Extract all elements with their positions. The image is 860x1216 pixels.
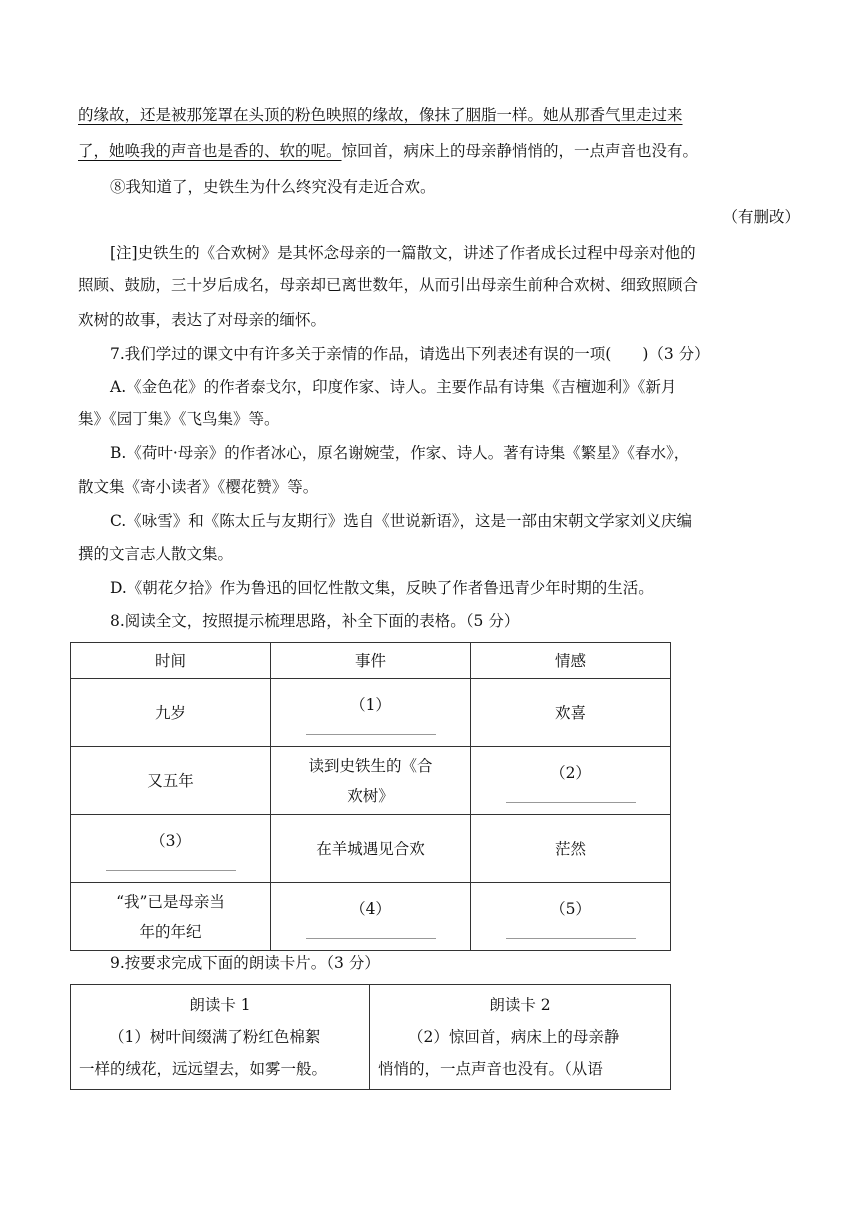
cell-blank-2[interactable]: （2） <box>471 747 671 815</box>
q7-stem: 7.我们学过的课文中有许多关于亲情的作品，请选出下列表述有误的一项( )（3 分） <box>110 345 710 363</box>
header-time: 时间 <box>71 643 271 679</box>
table-header-row <box>71 643 671 679</box>
card2-line1: （2）惊回首，病床上的母亲静 <box>408 1028 620 1046</box>
answer-line <box>106 862 236 871</box>
header-emotion: 情感 <box>471 643 671 679</box>
header-event: 事件 <box>271 643 471 679</box>
q7-option-b-2: 散文集《寄小读者》《樱花赞》等。 <box>78 478 319 496</box>
cell-emotion: 欢喜 <box>471 679 671 747</box>
cell-blank-4[interactable]: （4） <box>271 883 471 951</box>
cell-event: 读到史铁生的《合 欢树》 <box>271 747 471 815</box>
table-row <box>71 883 671 951</box>
source-note: （有删改） <box>722 208 800 226</box>
q8-stem: 8.阅读全文，按照提示梳理思路，补全下面的表格。（5 分） <box>110 612 520 630</box>
q7-option-a-1: A.《金色花》的作者泰戈尔，印度作家、诗人。主要作品有诗集《吉檀迦利》《新月 <box>110 378 677 396</box>
q7-option-a-2: 集》《园丁集》《飞鸟集》等。 <box>78 410 280 428</box>
cards-row <box>71 985 671 1090</box>
card1-line1: （1）树叶间缀满了粉红色棉絮 <box>109 1028 321 1046</box>
para7-rest: 惊回首，病床上的母亲静悄悄的，一点声音也没有。 <box>341 142 699 160</box>
card2-line2: 悄悄的，一点声音也没有。（从语 <box>378 1060 603 1078</box>
reading-card-1 <box>71 985 370 1090</box>
para8: ⑧我知道了，史铁生为什么终究没有走近合欢。 <box>110 178 436 196</box>
q7-option-c-2: 撰的文言志人散文集。 <box>78 545 234 563</box>
cell-time: 九岁 <box>71 679 271 747</box>
card1-line2: 一样的绒花，远远望去，如雾一般。 <box>79 1060 328 1078</box>
cell-time: 又五年 <box>71 747 271 815</box>
answer-line <box>506 930 636 939</box>
para7-line2 <box>78 140 698 162</box>
card2-title: 朗读卡 2 <box>489 996 551 1014</box>
cell-event: 在羊城遇见合欢 <box>271 815 471 883</box>
q7-option-b-1: B.《荷叶·母亲》的作者冰心，原名谢婉莹，作家、诗人。著有诗集《繁星》《春水》， <box>110 444 690 462</box>
cell-time: “我”已是母亲当 年的年纪 <box>71 883 271 951</box>
q7-option-d-1: D.《朝花夕拾》作为鲁迅的回忆性散文集，反映了作者鲁迅青少年时期的生活。 <box>110 579 654 597</box>
q8-table <box>70 642 671 951</box>
table-row <box>71 815 671 883</box>
answer-line <box>306 726 436 735</box>
table-row <box>71 747 671 815</box>
answer-line <box>306 930 436 939</box>
q7-option-c-1: C.《咏雪》和《陈太丘与友期行》选自《世说新语》，这是一部由宋朝文学家刘义庆编 <box>110 512 692 530</box>
para7-underlined: 了，她唤我的声音也是香的、软的呢。 <box>78 142 342 160</box>
note-line1: [注]史铁生的《合欢树》是其怀念母亲的一篇散文，讲述了作者成长过程中母亲对他的 <box>110 244 696 262</box>
table-row <box>71 679 671 747</box>
note-line3: 欢树的故事，表达了对母亲的缅怀。 <box>78 311 327 329</box>
q9-stem: 9.按要求完成下面的朗读卡片。（3 分） <box>110 954 380 972</box>
cell-blank-1[interactable]: （1） <box>271 679 471 747</box>
card1-title: 朗读卡 1 <box>189 996 251 1014</box>
reading-cards <box>70 984 671 1090</box>
note-line2: 照顾、鼓励，三十岁后成名，母亲却已离世数年，从而引出母亲生前种合欢树、细致照顾合 <box>78 276 699 294</box>
reading-card-2 <box>370 985 671 1090</box>
para7-line1: 的缘故，还是被那笼罩在头顶的粉色映照的缘故，像抹了胭脂一样。她从那香气里走过来 <box>78 106 683 124</box>
cell-blank-3[interactable]: （3） <box>71 815 271 883</box>
cell-blank-5[interactable]: （5） <box>471 883 671 951</box>
answer-line <box>506 794 636 803</box>
cell-emotion: 茫然 <box>471 815 671 883</box>
